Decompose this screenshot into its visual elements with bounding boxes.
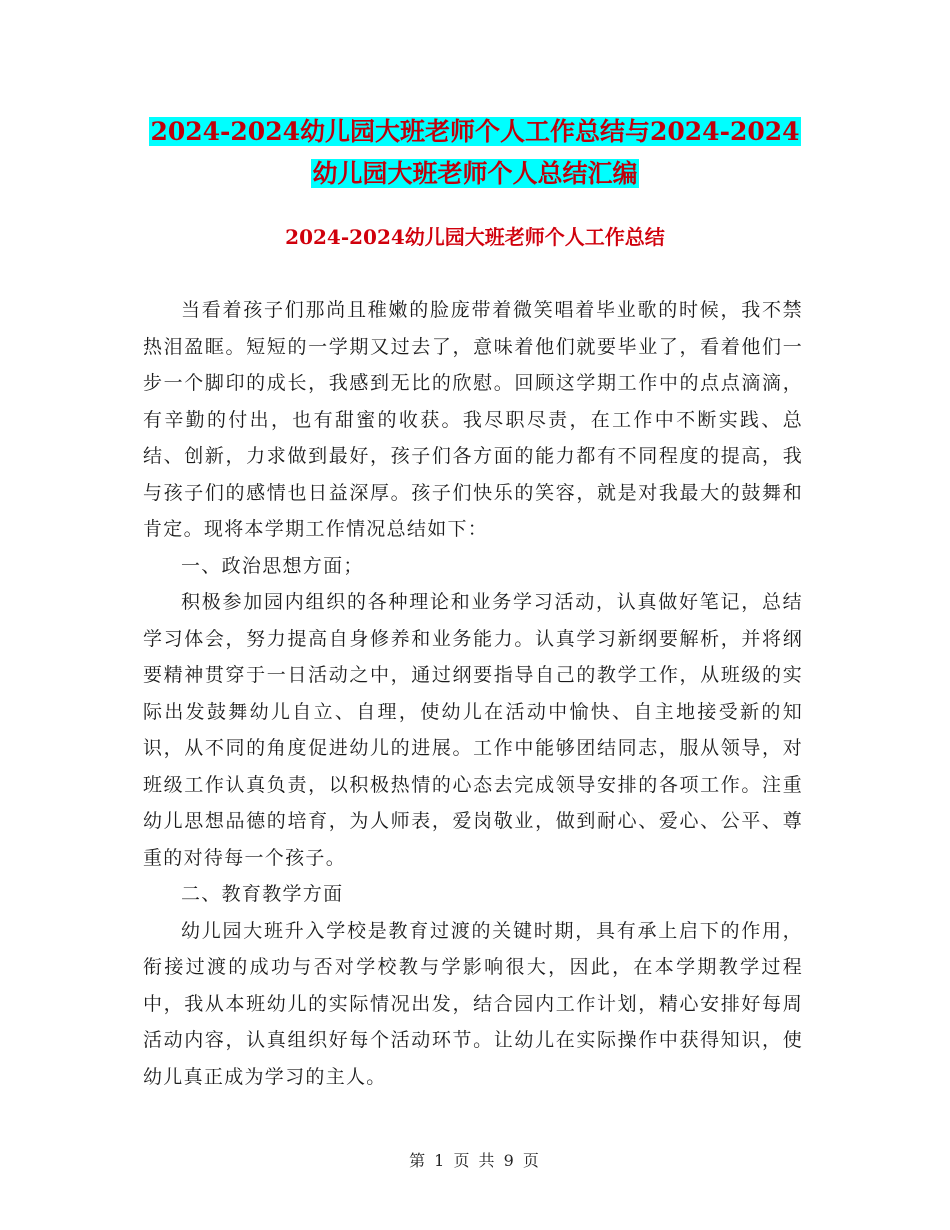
document-title-line-2 bbox=[0, 153, 950, 195]
page-footer: 第 1 页 共 9 页 bbox=[409, 1151, 541, 1170]
paragraph-teaching: 幼儿园大班升入学校是教育过渡的关键时期，具有承上启下的作用，衔接过渡的成功与否对学校教与学影响很大，因此，在本学期教学过程中，我从本班幼儿的实际情况出发，结合园内工作计划，精心安排好每周活动内容，认真组织好每个活动环节。让幼儿在实际操作中获得知识，使幼儿真正成为学习的主人。 bbox=[143, 919, 803, 1088]
document-body bbox=[143, 292, 803, 1095]
document-title-line-1 bbox=[0, 111, 950, 153]
heading-politics: 一、政治思想方面； bbox=[181, 554, 364, 577]
paragraph-politics: 积极参加园内组织的各种理论和业务学习活动，认真做好笔记，总结学习体会，努力提高自身修养和业务能力。认真学习新纲要解析，并将纲要精神贯穿于一日活动之中，通过纲要指导自己的教学工作，从班级的实际出发鼓舞幼儿自立、自理，使幼儿在活动中愉快、自主地接受新的知识，从不同的角度促进幼儿的进展。工作中能够团结同志，服从领导，对班级工作认真负责，以积极热情的心态去完成领导安排的各项工作。注重幼儿思想品德的培育，为人师表，爱岗敬业，做到耐心、爱心、公平、尊重的对待每一个孩子。 bbox=[143, 591, 803, 869]
title-highlight: 幼儿园大班老师个人总结汇编 bbox=[312, 159, 638, 188]
title-highlight: 2024-2024幼儿园大班老师个人工作总结与2024-2024 bbox=[150, 117, 800, 146]
section-title: 2024-2024幼儿园大班老师个人工作总结 bbox=[285, 225, 665, 249]
heading-teaching: 二、教育教学方面 bbox=[181, 883, 344, 905]
paragraph-intro: 当看着孩子们那尚且稚嫩的脸庞带着微笑唱着毕业歌的时候，我不禁热泪盈眶。短短的一学期又过去了，意味着他们就要毕业了，看着他们一步一个脚印的成长，我感到无比的欣慰。回顾这学期工作中的点点滴滴，有辛勤的付出，也有甜蜜的收获。我尽职尽责，在工作中不断实践、总结、创新，力求做到最好，孩子们各方面的能力都有不同程度的提高，我与孩子们的感情也日益深厚。孩子们快乐的笑容，就是对我最大的鼓舞和肯定。现将本学期工作情况总结如下： bbox=[143, 299, 803, 540]
